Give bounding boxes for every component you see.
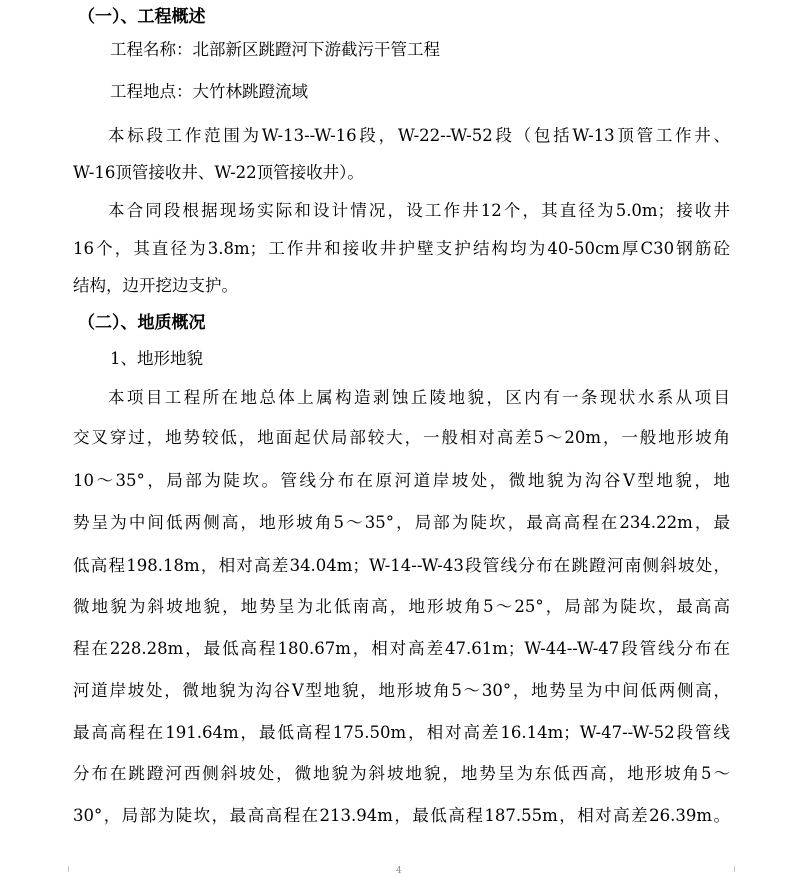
terrain-line-7: 程在228.28m，最低高程180.67m，相对高差47.61m；W-44--W-47段管线分布在 bbox=[73, 639, 730, 658]
contract-line-2: 16个，其直径为3.8m；工作井和接收井护壁支护结构均为40-50cm厚C30钢筋砼 bbox=[73, 239, 730, 258]
margin-corner-mark-right bbox=[734, 866, 735, 872]
project-name-line: 工程名称：北部新区跳蹬河下游截污干管工程 bbox=[110, 40, 440, 59]
terrain-line-5: 低高程198.18m，相对高差34.04m；W-14--W-43段管线分布在跳蹬河南侧斜坡处， bbox=[73, 556, 730, 575]
section-heading-project-overview: （一）、工程概述 bbox=[78, 7, 206, 27]
terrain-line-8: 河道岸坡处，微地貌为沟谷V型地貌，地形坡角5～30°，地势呈为中间低两侧高， bbox=[73, 681, 730, 700]
terrain-line-4: 势呈为中间低两侧高，地形坡角5～35°，局部为陡坎，最高高程在234.22m，最 bbox=[73, 513, 730, 532]
terrain-line-3: 10～35°，局部为陡坎。管线分布在原河道岸坡处，微地貌为沟谷V型地貌，地 bbox=[73, 471, 730, 490]
page-number: 4 bbox=[396, 866, 402, 876]
terrain-line-2: 交叉穿过，地势较低，地面起伏局部较大，一般相对高差5～20m，一般地形坡角 bbox=[73, 428, 730, 447]
terrain-line-6: 微地貌为斜坡地貌，地势呈为北低南高，地形坡角5～25°，局部为陡坎，最高高 bbox=[73, 597, 730, 616]
contract-line-3: 结构，边开挖边支护。 bbox=[73, 276, 238, 295]
terrain-line-11: 30°，局部为陡坎，最高高程在213.94m，最低高程187.55m，相对高差26.39m。 bbox=[73, 806, 730, 825]
subheading-terrain: 1、地形地貌 bbox=[110, 349, 203, 368]
terrain-line-10: 分布在跳蹬河西侧斜坡处，微地貌为斜坡地貌，地势呈为东低西高，地形坡角5～ bbox=[73, 764, 730, 783]
terrain-line-1: 本项目工程所在地总体上属构造剥蚀丘陵地貌，区内有一条现状水系从项目 bbox=[108, 388, 730, 407]
section-heading-geology: （二）、地质概况 bbox=[78, 313, 206, 333]
scope-line-2: W-16顶管接收井、W-22顶管接收井）。 bbox=[73, 163, 364, 182]
project-location-line: 工程地点：大竹林跳蹬流域 bbox=[110, 82, 308, 101]
scope-line-1: 本标段工作范围为W-13--W-16段，W-22--W-52段（包括W-13顶管工作井、 bbox=[108, 126, 730, 145]
margin-corner-mark-left bbox=[68, 866, 69, 872]
contract-line-1: 本合同段根据现场实际和设计情况，设工作井12个，其直径为5.0m；接收井 bbox=[108, 201, 730, 220]
terrain-line-9: 最高高程在191.64m，最低高程175.50m，相对高差16.14m；W-47--W-52段管线 bbox=[73, 723, 730, 742]
